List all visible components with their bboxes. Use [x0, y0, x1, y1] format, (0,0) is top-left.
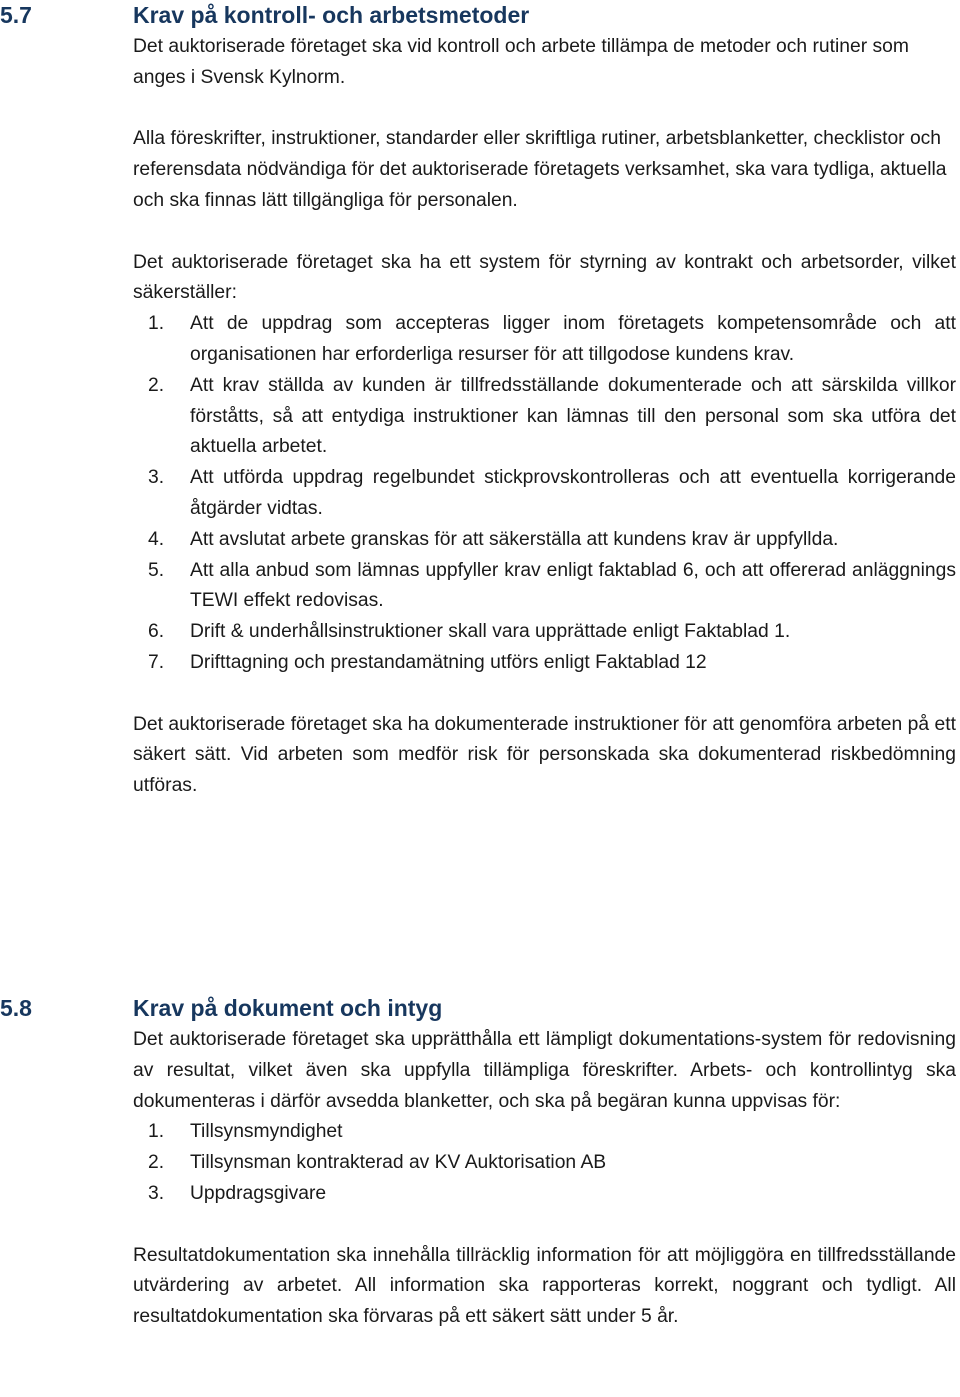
list-marker: 4. [148, 528, 165, 550]
list-marker: 1. [148, 313, 165, 335]
list-item-text: Att utförda uppdrag regelbundet stickprovskontrolleras och att eventuella korrigerande åtgärder vidtas. [190, 467, 956, 519]
numbered-list [133, 1117, 956, 1209]
list-marker: 3. [148, 1182, 165, 1204]
list-marker: 5. [148, 559, 165, 581]
list-marker: 6. [148, 621, 165, 643]
list-item-text: Att alla anbud som lämnas uppfyller krav enligt faktablad 6, och att offererad anläggnings TEWI effekt redovisas. [190, 559, 956, 612]
section-5-8 [0, 993, 960, 1333]
paragraph: Det auktoriserade företaget ska upprätthålla ett lämpligt dokumentations-system för redovisning av resultat, vilket även ska uppfylla tillämpliga föreskrifter. Arbets- och kontrollintyg ska dokumenteras i därför avsedda blanketter, och ska på begäran kunna uppvisas för: [133, 1029, 956, 1112]
list-marker: 7. [148, 651, 165, 673]
list-item [133, 617, 956, 648]
list-item-text: Tillsynsmyndighet [190, 1121, 343, 1143]
list-marker: 3. [148, 467, 165, 489]
list-item-text: Tillsynsman kontrakterad av KV Auktorisation AB [190, 1152, 607, 1174]
list-marker: 2. [148, 374, 165, 396]
list-item-text: Uppdragsgivare [190, 1182, 327, 1204]
list-marker: 1. [148, 1121, 165, 1143]
section-body [133, 1025, 956, 1333]
list-item [133, 556, 956, 618]
list-item [133, 525, 956, 556]
section-title: Krav på kontroll- och arbetsmetoder [133, 2, 530, 28]
section-heading [0, 0, 960, 32]
section-number: 5.8 [0, 995, 32, 1021]
list-item [133, 309, 956, 371]
section-title: Krav på dokument och intyg [133, 995, 443, 1021]
paragraph: Det auktoriserade företaget ska vid kontroll och arbete tillämpa de metoder och rutiner som anges i Svensk Kylnorm. [133, 36, 909, 88]
list-item [133, 1117, 956, 1148]
paragraph: Alla föreskrifter, instruktioner, standarder eller skriftliga rutiner, arbetsblanketter, checklistor och referensdata nödvändiga för det auktoriserade företagets verksamhet, ska vara tydliga, aktuella och ska finnas lätt tillgängliga för personalen. [133, 128, 947, 211]
list-item [133, 463, 956, 525]
list-item [133, 648, 956, 679]
list-item [133, 1179, 956, 1210]
list-item-text: Att avslutat arbete granskas för att säkerställa att kundens krav är uppfyllda. [190, 528, 839, 550]
section-heading [0, 993, 960, 1025]
section-number: 5.7 [0, 2, 32, 28]
numbered-list [133, 309, 956, 679]
paragraph: Det auktoriserade företaget ska ha ett system för styrning av kontrakt och arbetsorder, vilket säkerställer: [133, 251, 956, 304]
list-item [133, 1148, 956, 1179]
list-marker: 2. [148, 1152, 165, 1174]
paragraph: Resultatdokumentation ska innehålla tillräcklig information för att möjliggöra en tillfredsställande utvärdering av arbetet. All information ska rapporteras korrekt, noggrant och tydligt. All resultatdokumentation ska förvaras på ett säkert sätt under 5 år. [133, 1244, 956, 1328]
list-item [133, 371, 956, 463]
list-item-text: Att krav ställda av kunden är tillfredsställande dokumenterade och att särskilda villkor förståtts, så att entydiga instruktioner kan lämnas till den personal som ska utföra det aktuella arbetet. [190, 374, 956, 458]
list-item-text: Att de uppdrag som accepteras ligger inom företagets kompetensområde och att organisationen har erforderliga resurser för att tillgodose kundens krav. [190, 313, 956, 365]
section-body [133, 32, 956, 802]
paragraph: Det auktoriserade företaget ska ha dokumenterade instruktioner för att genomföra arbeten på ett säkert sätt. Vid arbeten som medför risk för personskada ska dokumenterad riskbedömning utföras. [133, 713, 956, 797]
list-item-text: Drifttagning och prestandamätning utförs enligt Faktablad 12 [190, 651, 707, 673]
list-item-text: Drift & underhållsinstruktioner skall vara upprättade enligt Faktablad 1. [190, 621, 791, 643]
